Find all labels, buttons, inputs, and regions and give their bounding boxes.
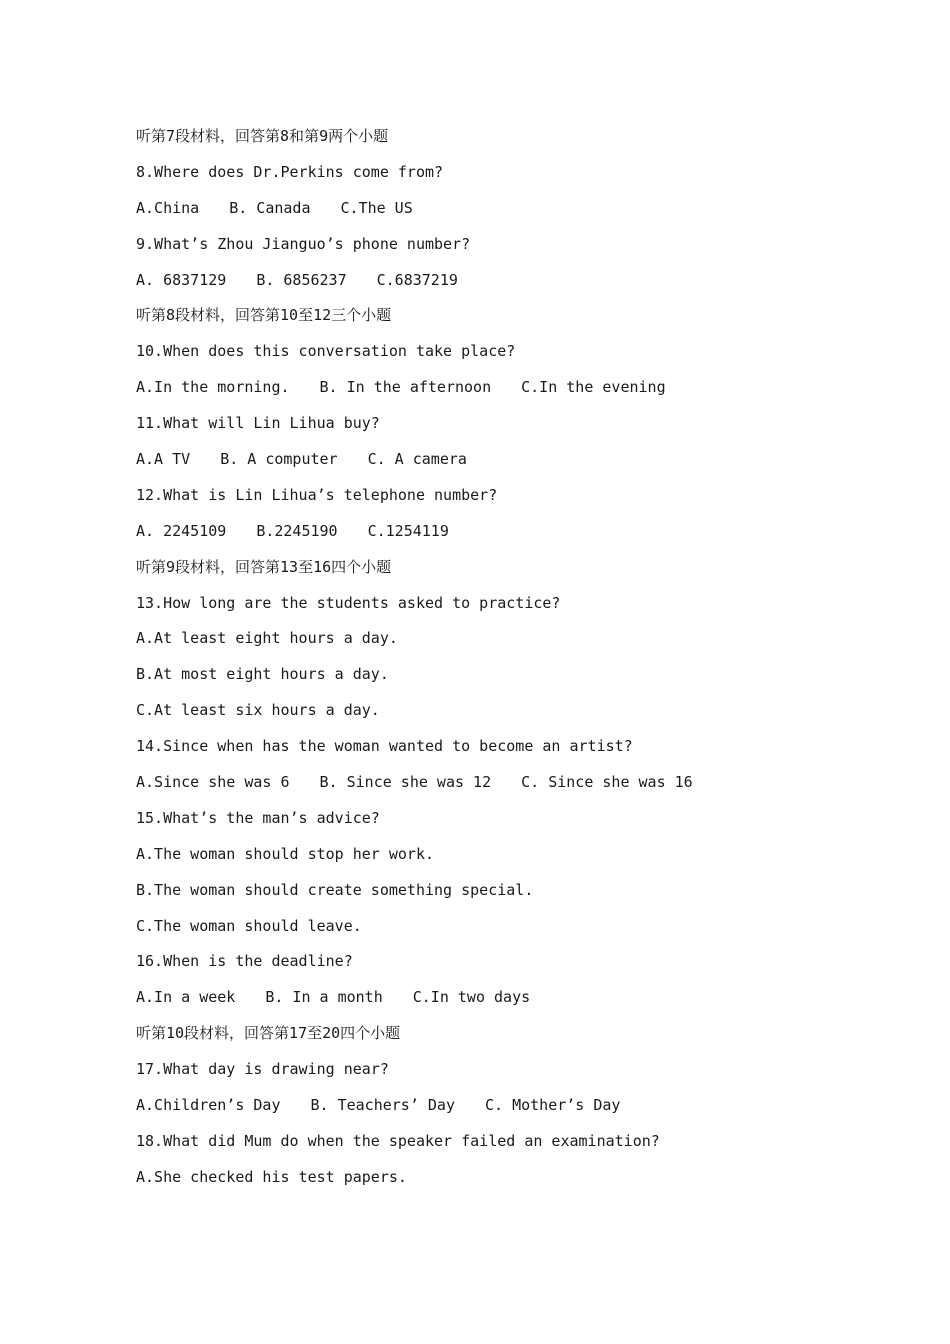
answer-option: A. 6837129 — [136, 270, 227, 289]
answer-option: C.The woman should leave. — [136, 916, 362, 935]
question-text: 12.What is Lin Lihua’s telephone number? — [136, 485, 498, 504]
answer-option: B. A computer — [220, 450, 338, 469]
answer-option: C. Since she was 16 — [521, 773, 693, 792]
document-page — [136, 124, 896, 1201]
answer-option: C.At least six hours a day. — [136, 701, 380, 720]
answer-option: C.In two days — [412, 988, 531, 1007]
answer-option: B. Teachers’ Day — [310, 1096, 455, 1115]
question-text: 14.Since when has the woman wanted to become an artist? — [136, 737, 633, 756]
answer-option: B. Canada — [229, 198, 311, 217]
answer-option: A. 2245109 — [136, 521, 227, 540]
options-row — [136, 985, 896, 1021]
options-row — [136, 770, 896, 806]
answer-option: C.The US — [340, 198, 413, 217]
section-heading: 听第7段材料，回答第8和第9两个小题 — [136, 127, 389, 145]
answer-option: B. Since she was 12 — [319, 773, 492, 792]
question-text: 9.What’s Zhou Jianguo’s phone number? — [136, 234, 471, 253]
answer-option: A.The woman should stop her work. — [136, 844, 435, 863]
question-text: 18.What did Mum do when the speaker failed an examination? — [136, 1131, 660, 1150]
question-text: 17.What day is drawing near? — [136, 1060, 389, 1079]
answer-option: A.Children’s Day — [136, 1096, 281, 1115]
answer-option: A.A TV — [136, 450, 191, 469]
answer-option: C. A camera — [367, 450, 467, 469]
section-heading: 听第9段材料，回答第13至16四个小题 — [136, 557, 392, 576]
answer-option: A.In the morning. — [136, 378, 290, 397]
question-text: 11.What will Lin Lihua buy? — [136, 414, 380, 433]
section-heading: 听第8段材料，回答第10至12三个小题 — [136, 306, 392, 325]
options-row — [136, 447, 896, 483]
options-row — [136, 375, 896, 411]
answer-option: C.In the evening — [521, 378, 666, 397]
answer-option: C. Mother’s Day — [485, 1096, 621, 1115]
question-text: 8.Where does Dr.Perkins come from? — [136, 162, 444, 181]
question-text: 10.When does this conversation take place? — [136, 342, 516, 361]
answer-option: A.China — [136, 198, 200, 217]
answer-option: B.2245190 — [256, 521, 338, 540]
answer-option: A.At least eight hours a day. — [136, 629, 398, 648]
answer-option: B. 6856237 — [256, 270, 347, 289]
options-row — [136, 196, 896, 232]
options-row — [136, 268, 896, 304]
question-text: 13.How long are the students asked to practice? — [136, 593, 561, 612]
answer-option: B. In a month — [265, 988, 383, 1007]
answer-option: B.At most eight hours a day. — [136, 665, 389, 684]
options-row — [136, 519, 896, 555]
question-text: 15.What’s the man’s advice? — [136, 808, 380, 827]
answer-option: C.6837219 — [376, 270, 458, 289]
options-row — [136, 1093, 896, 1129]
answer-option: B.The woman should create something special. — [136, 880, 534, 899]
answer-option: A.Since she was 6 — [136, 773, 290, 792]
answer-option: B. In the afternoon — [319, 378, 492, 397]
answer-option: C.1254119 — [367, 521, 449, 540]
answer-option: A.In a week — [136, 988, 236, 1007]
question-text: 16.When is the deadline? — [136, 952, 353, 971]
answer-option: A.She checked his test papers. — [136, 1167, 407, 1186]
section-heading: 听第10段材料，回答第17至20四个小题 — [136, 1024, 401, 1043]
